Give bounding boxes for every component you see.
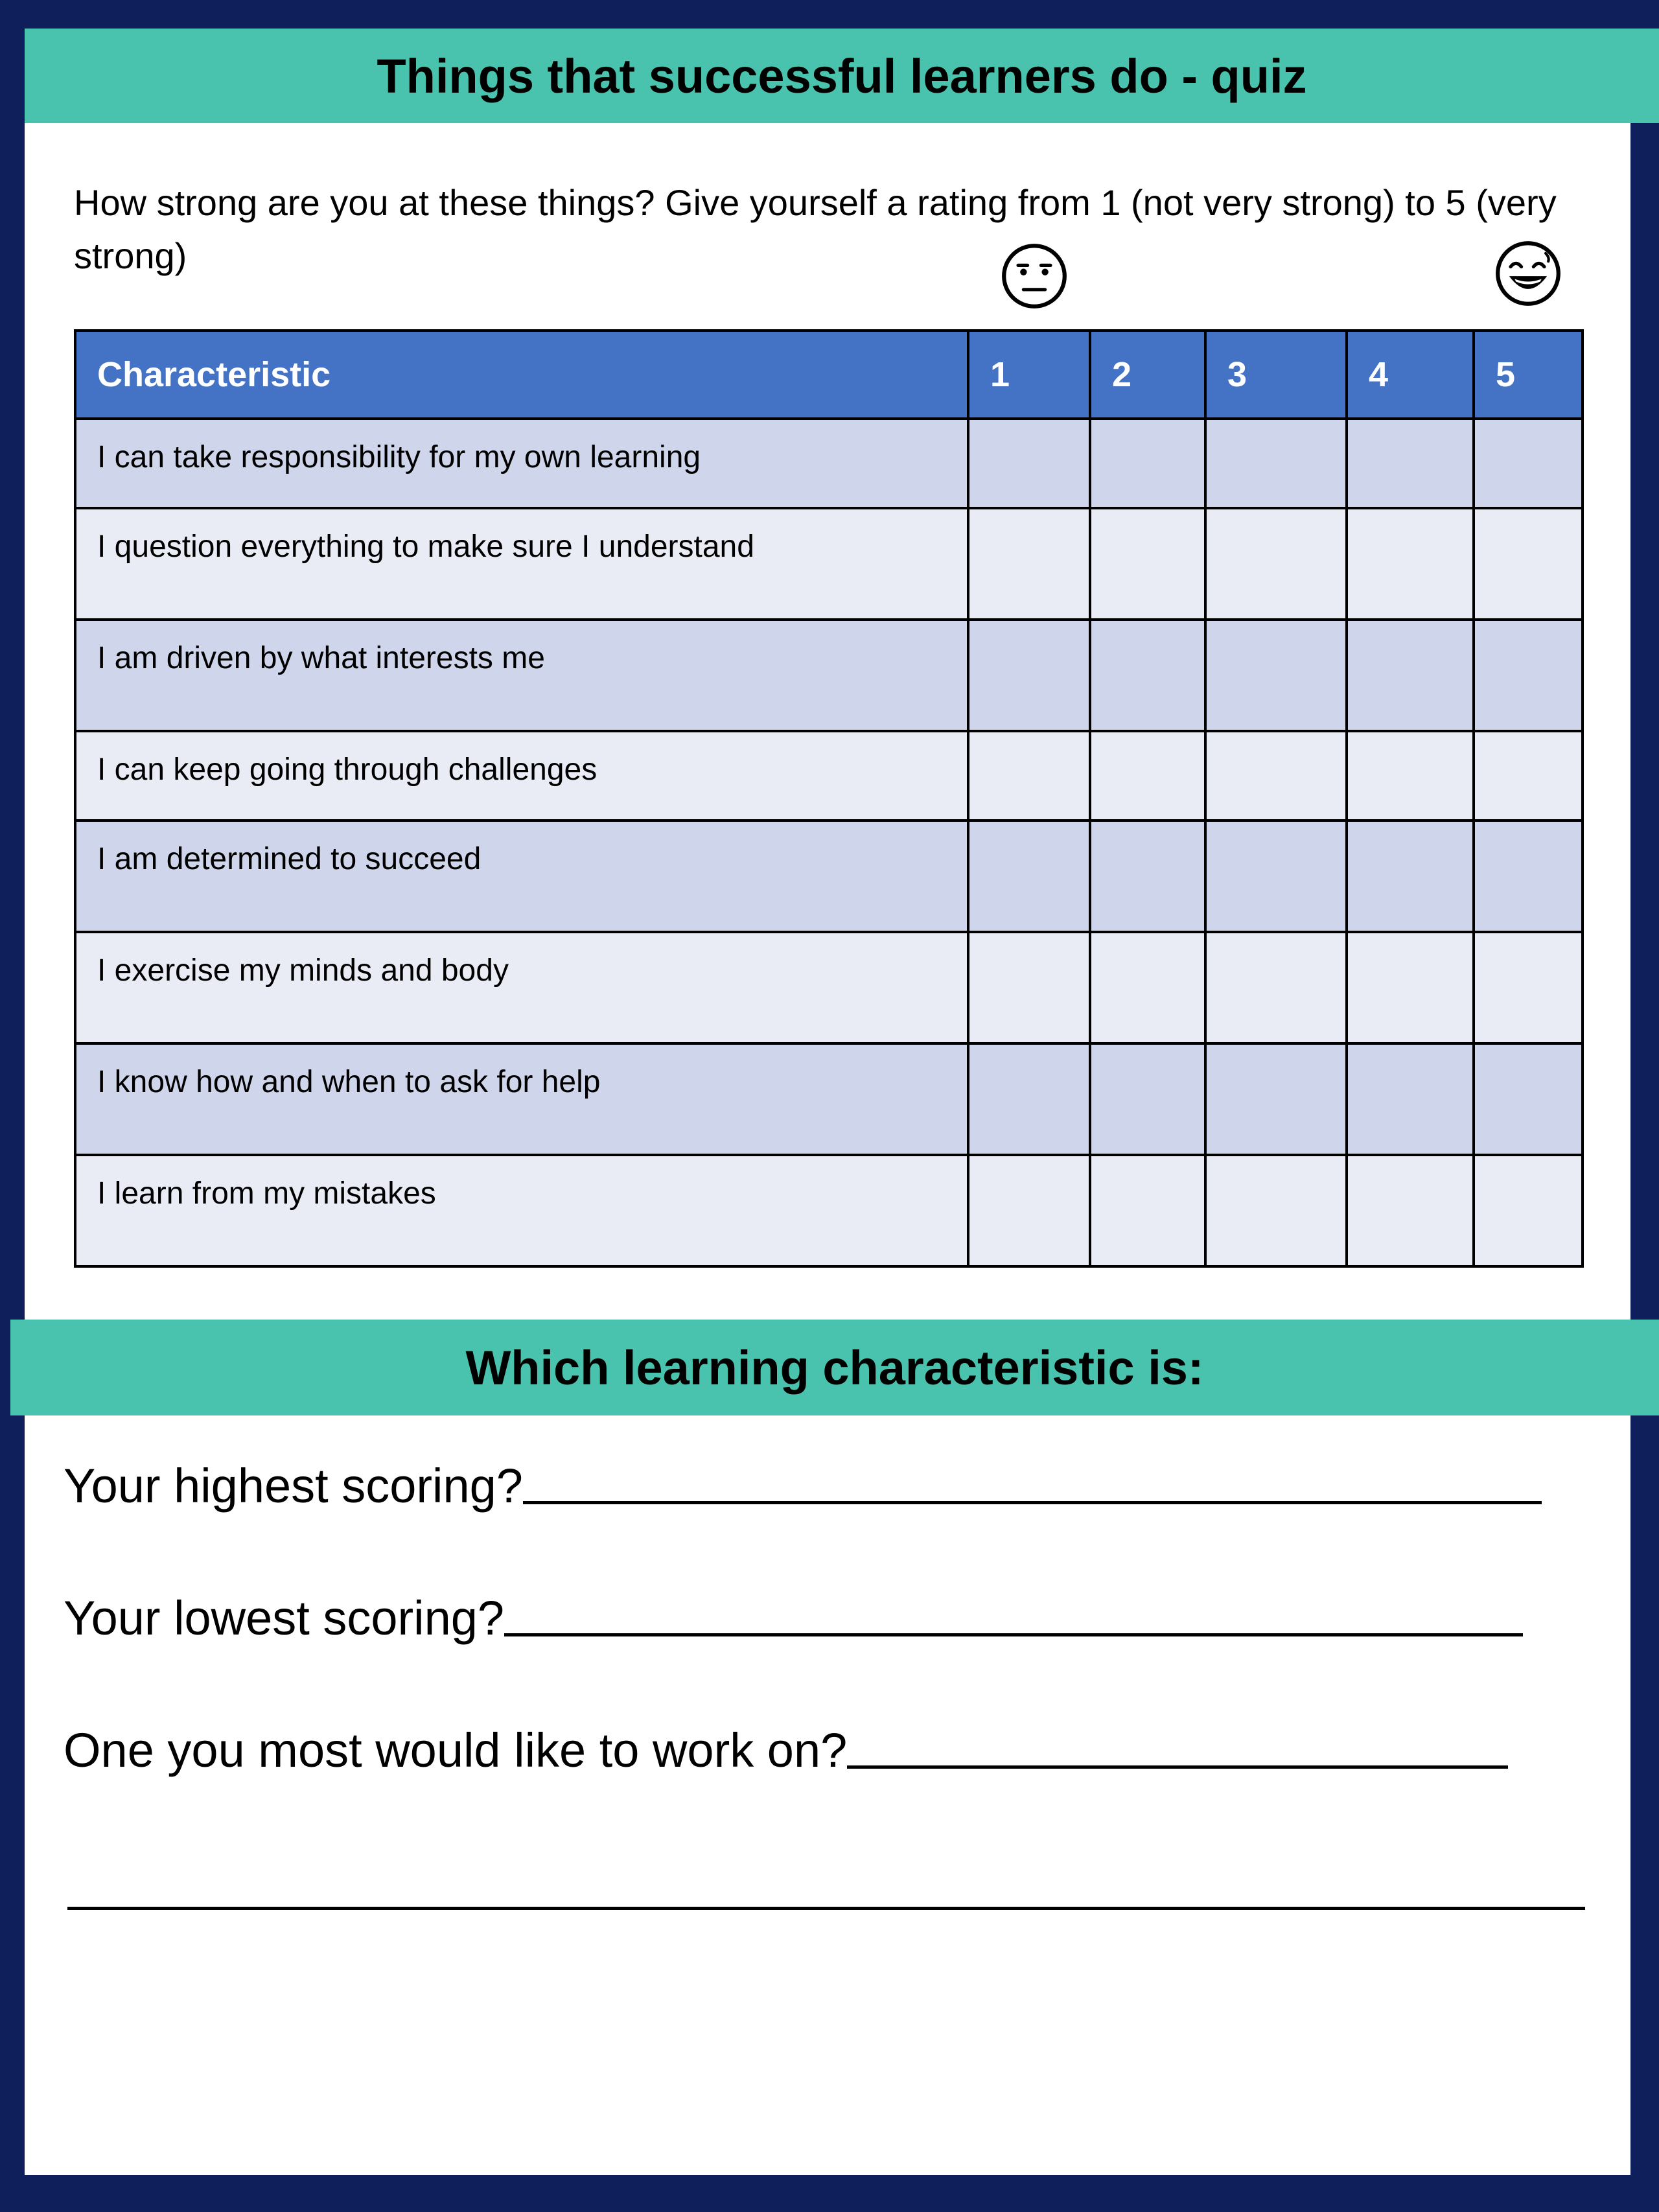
answer-line[interactable]: [523, 1501, 1542, 1504]
column-header-rating-2: 2: [1090, 331, 1205, 419]
rating-cell-5[interactable]: [1474, 1043, 1583, 1155]
rating-cell-4[interactable]: [1347, 620, 1474, 731]
rating-cell-4[interactable]: [1347, 508, 1474, 620]
rating-cell-2[interactable]: [1090, 1043, 1205, 1155]
grinning-face-icon: [1494, 240, 1562, 307]
rating-cell-2[interactable]: [1090, 419, 1205, 508]
rating-cell-3[interactable]: [1205, 1155, 1347, 1266]
characteristic-label: I am driven by what interests me: [75, 620, 968, 731]
rating-cell-5[interactable]: [1474, 508, 1583, 620]
instructions-text: How strong are you at these things? Give yourself a rating from 1 (not very strong) to 5 (very strong): [74, 182, 1557, 276]
table-row: [75, 620, 1583, 731]
rating-cell-1[interactable]: [968, 731, 1090, 821]
rating-table: [74, 329, 1584, 1268]
question-highest: [64, 1458, 1542, 1513]
characteristic-label: I learn from my mistakes: [75, 1155, 968, 1266]
rating-cell-4[interactable]: [1347, 419, 1474, 508]
characteristic-label: I can take responsibility for my own learning: [75, 419, 968, 508]
rating-cell-4[interactable]: [1347, 821, 1474, 932]
characteristic-label: I am determined to succeed: [75, 821, 968, 932]
rating-cell-1[interactable]: [968, 821, 1090, 932]
rating-cell-1[interactable]: [968, 1155, 1090, 1266]
question-work-on: [64, 1723, 1508, 1778]
section-banner: [10, 1320, 1659, 1415]
characteristic-label: I can keep going through challenges: [75, 731, 968, 821]
rating-cell-3[interactable]: [1205, 821, 1347, 932]
column-header-characteristic: Characteristic: [75, 331, 968, 419]
rating-cell-1[interactable]: [968, 932, 1090, 1043]
table-row: [75, 1043, 1583, 1155]
answer-line[interactable]: [504, 1633, 1523, 1636]
rating-cell-5[interactable]: [1474, 620, 1583, 731]
characteristic-label: I know how and when to ask for help: [75, 1043, 968, 1155]
table-row: [75, 932, 1583, 1043]
rating-cell-2[interactable]: [1090, 821, 1205, 932]
rating-cell-4[interactable]: [1347, 932, 1474, 1043]
rating-cell-4[interactable]: [1347, 731, 1474, 821]
column-header-rating-1: 1: [968, 331, 1090, 419]
rating-cell-2[interactable]: [1090, 1155, 1205, 1266]
rating-cell-5[interactable]: [1474, 821, 1583, 932]
rating-cell-5[interactable]: [1474, 419, 1583, 508]
rating-cell-2[interactable]: [1090, 620, 1205, 731]
table-row: [75, 821, 1583, 932]
table-row: [75, 419, 1583, 508]
rating-cell-1[interactable]: [968, 620, 1090, 731]
table-row: [75, 508, 1583, 620]
rating-cell-5[interactable]: [1474, 932, 1583, 1043]
table-row: [75, 731, 1583, 821]
question-label: One you most would like to work on?: [64, 1723, 848, 1777]
rating-cell-3[interactable]: [1205, 731, 1347, 821]
rating-cell-4[interactable]: [1347, 1155, 1474, 1266]
rating-cell-1[interactable]: [968, 1043, 1090, 1155]
neutral-face-icon: [1001, 242, 1068, 310]
column-header-rating-3: 3: [1205, 331, 1347, 419]
rating-cell-2[interactable]: [1090, 731, 1205, 821]
table-header-row: [75, 331, 1583, 419]
section-title: Which learning characteristic is:: [465, 1340, 1204, 1395]
question-label: Your highest scoring?: [64, 1459, 523, 1513]
rating-cell-3[interactable]: [1205, 620, 1347, 731]
rating-cell-1[interactable]: [968, 419, 1090, 508]
rating-cell-5[interactable]: [1474, 731, 1583, 821]
rating-cell-2[interactable]: [1090, 508, 1205, 620]
column-header-rating-4: 4: [1347, 331, 1474, 419]
table-row: [75, 1155, 1583, 1266]
rating-cell-3[interactable]: [1205, 419, 1347, 508]
rating-cell-5[interactable]: [1474, 1155, 1583, 1266]
question-lowest: [64, 1590, 1523, 1646]
title-banner: [25, 29, 1659, 123]
characteristic-label: I question everything to make sure I understand: [75, 508, 968, 620]
rating-cell-3[interactable]: [1205, 932, 1347, 1043]
column-header-rating-5: 5: [1474, 331, 1583, 419]
rating-cell-1[interactable]: [968, 508, 1090, 620]
rating-cell-3[interactable]: [1205, 508, 1347, 620]
rating-cell-2[interactable]: [1090, 932, 1205, 1043]
rating-cell-3[interactable]: [1205, 1043, 1347, 1155]
answer-line[interactable]: [847, 1765, 1508, 1769]
page-title: Things that successful learners do - quiz: [377, 49, 1307, 103]
worksheet-page: [25, 29, 1630, 2175]
rating-cell-4[interactable]: [1347, 1043, 1474, 1155]
extra-answer-line[interactable]: [67, 1907, 1585, 1910]
characteristic-label: I exercise my minds and body: [75, 932, 968, 1043]
question-label: Your lowest scoring?: [64, 1591, 505, 1645]
